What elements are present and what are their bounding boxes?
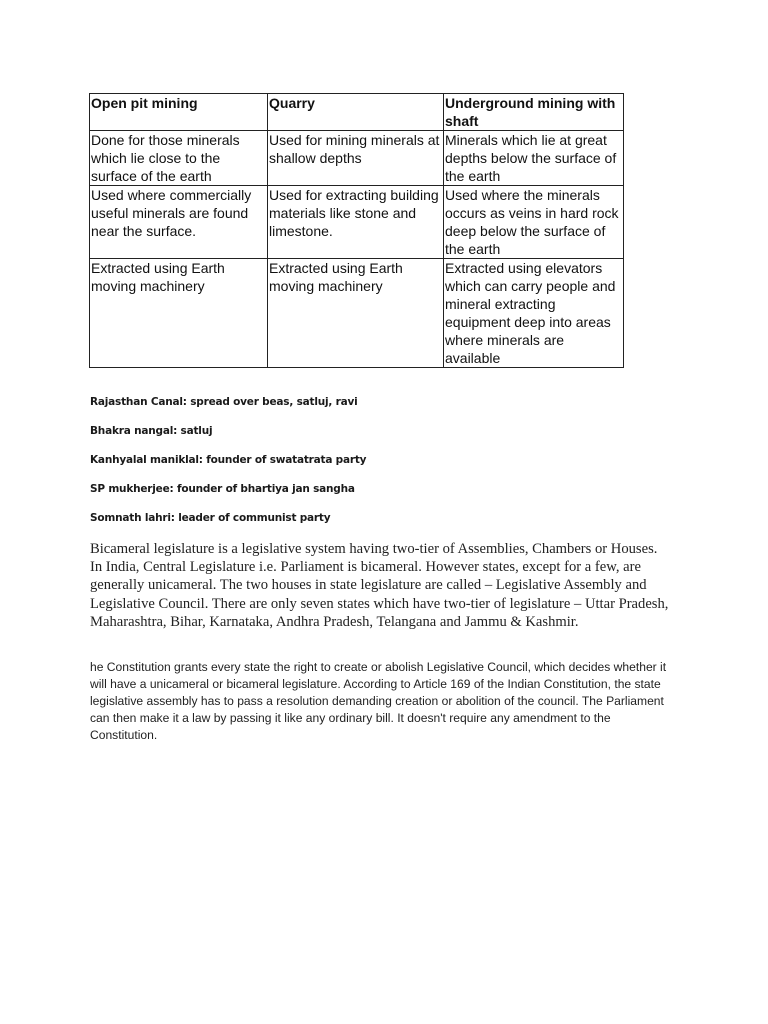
table-cell: Extracted using elevators which can carry people and mineral extracting equipment deep into areas where minerals are available xyxy=(444,259,624,368)
table-cell: Used for mining minerals at shallow depths xyxy=(268,131,444,186)
table-row xyxy=(90,131,624,186)
fact-rajasthan-canal: Rajasthan Canal: spread over beas, satluj, ravi xyxy=(90,396,358,408)
fact-kanhyalal-maniklal: Kanhyalal maniklal: founder of swatatrata party xyxy=(90,454,367,466)
table-cell: Done for those minerals which lie close to the surface of the earth xyxy=(90,131,268,186)
table-row xyxy=(90,186,624,259)
header-underground-mining: Underground mining with shaft xyxy=(444,94,624,131)
table-cell: Extracted using Earth moving machinery xyxy=(268,259,444,368)
bicameral-legislature-paragraph: Bicameral legislature is a legislative system having two-tier of Assemblies, Chambers or Houses. In India, Central Legislature i.e. Parliament is bicameral. However states, except for a few, are generally unicameral. The two houses in state legislature are called – Legislative Assembly and Legislative Council. There are only seven states which have two-tier of legislature – Uttar Pradesh, Maharashtra, Bihar, Karnataka, Andhra Pradesh, Telangana and Jammu & Kashmir. xyxy=(90,541,669,630)
constitution-paragraph: he Constitution grants every state the right to create or abolish Legislative Council, which decides whether it will have a unicameral or bicameral legislature. According to Article 169 of the Indian Constitution, the state legislative assembly has to pass a resolution demanding creation or abolition of the council. The Parliament can then make it a law by passing it like any ordinary bill. It doesn't require any amendment to the Constitution. xyxy=(90,660,667,742)
table-header-row xyxy=(90,94,624,131)
header-quarry: Quarry xyxy=(268,94,444,131)
table-row xyxy=(90,259,624,368)
table-cell: Extracted using Earth moving machinery xyxy=(90,259,268,368)
fact-bhakra-nangal: Bhakra nangal: satluj xyxy=(90,425,213,437)
table-cell: Used where commercially useful minerals are found near the surface. xyxy=(90,186,268,259)
fact-somnath-lahri: Somnath lahri: leader of communist party xyxy=(90,512,331,524)
table-cell: Used for extracting building materials like stone and limestone. xyxy=(268,186,444,259)
header-open-pit-mining: Open pit mining xyxy=(90,94,268,131)
fact-sp-mukherjee: SP mukherjee: founder of bhartiya jan sangha xyxy=(90,483,355,495)
table-cell: Used where the minerals occurs as veins in hard rock deep below the surface of the earth xyxy=(444,186,624,259)
mining-comparison-table xyxy=(89,93,624,368)
table-cell: Minerals which lie at great depths below the surface of the earth xyxy=(444,131,624,186)
